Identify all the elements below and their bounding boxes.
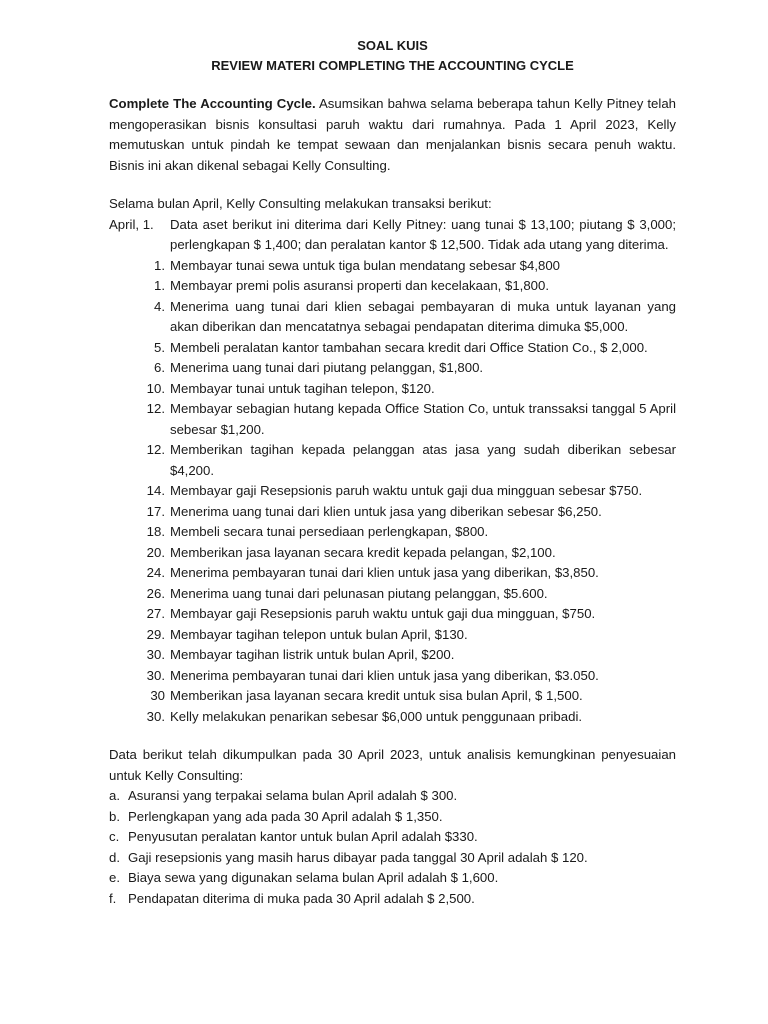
transaction-item — [109, 338, 676, 359]
adjustment-letter: a. — [109, 788, 120, 803]
transaction-date: 12. — [146, 401, 165, 416]
transaction-date: 27. — [146, 606, 165, 621]
transaction-date: 4. — [154, 298, 165, 314]
transaction-date: 20. — [146, 544, 165, 560]
transaction-text: Memberikan jasa layanan secara kredit kepada pelangan, $2,100. — [170, 544, 556, 560]
adjustment-item — [109, 889, 676, 910]
transaction-item — [109, 399, 676, 440]
transaction-item — [109, 645, 676, 666]
transaction-item — [109, 215, 676, 256]
transaction-date: 30. — [146, 667, 165, 683]
adjustment-letter: d. — [109, 849, 120, 865]
transaction-date: 30 — [150, 688, 165, 703]
adjustment-letter: c. — [109, 829, 120, 844]
transaction-date: 29. — [146, 626, 165, 642]
transaction-text: Membayar premi polis asuransi properti dan kecelakaan, $1,800. — [170, 278, 549, 293]
transaction-text: Membayar tunai untuk tagihan telepon, $120. — [170, 380, 435, 396]
transaction-text: Membayar tunai sewa untuk tiga bulan mendatang sebesar $4,800 — [170, 257, 561, 273]
transaction-list — [109, 215, 676, 728]
transaction-text: Membeli secara tunai persediaan perlengkapan, $800. — [170, 524, 489, 539]
transaction-item — [109, 502, 676, 523]
transaction-text: Kelly melakukan penarikan sebesar $6,000 untuk penggunaan pribadi. — [170, 708, 583, 724]
transaction-item — [109, 256, 676, 277]
transaction-date: 10. — [146, 380, 165, 396]
adjustment-text: Gaji resepsionis yang masih harus dibayar pada tanggal 30 April adalah $ 120. — [128, 849, 588, 865]
adjustment-letter: e. — [109, 870, 120, 885]
document-title: SOAL KUIS — [357, 38, 428, 53]
adjustment-letter: f. — [109, 890, 117, 906]
adjustment-letter: b. — [109, 808, 120, 824]
adjustment-text: Asuransi yang terpakai selama bulan April adalah $ 300. — [128, 788, 458, 803]
transaction-item — [109, 379, 676, 400]
transaction-date: 12. — [146, 442, 165, 457]
transaction-date: 14. — [146, 483, 165, 498]
transaction-text: Menerima uang tunai dari klien untuk jasa yang diberikan sebesar $6,250. — [170, 503, 602, 519]
transaction-text: Membayar gaji Resepsionis paruh waktu untuk gaji dua mingguan sebesar $750. — [170, 483, 643, 498]
transaction-item — [109, 358, 676, 379]
adjustment-item — [109, 868, 676, 889]
transaction-text: Membayar tagihan telepon untuk bulan April, $130. — [170, 626, 468, 642]
intro-paragraph — [109, 94, 676, 176]
transaction-item — [109, 440, 676, 481]
adjustment-item — [109, 827, 676, 848]
transaction-date: 26. — [146, 585, 165, 601]
transaction-date: 17. — [146, 503, 165, 519]
transaction-text: Membayar sebagian hutang kepada Office Station Co, untuk transsaksi tanggal 5 April sebesar $1,200. — [170, 401, 676, 437]
transaction-text: Membayar tagihan listrik untuk bulan April, $200. — [170, 647, 455, 662]
transaction-item — [109, 522, 676, 543]
transaction-date: 6. — [154, 360, 165, 375]
transaction-date: 30. — [146, 647, 165, 662]
transaction-text: Menerima uang tunai dari pelunasan piutang pelanggan, $5.600. — [170, 585, 548, 601]
adjustment-text: Perlengkapan yang ada pada 30 April adalah $ 1,350. — [128, 808, 443, 824]
intro-text: Asumsikan bahwa selama beberapa tahun Kelly Pitney telah mengoperasikan bisnis konsultasi paruh waktu dari rumahnya. Pada 1 April 2023, Kelly memutuskan untuk pindah ke tempat sewaan dan menjalankan bisnis secara penuh waktu. Bisnis ini akan dikenal sebagai Kelly Consulting. — [109, 96, 676, 173]
transaction-text: Data aset berikut ini diterima dari Kelly Pitney: uang tunai $ 13,100; piutang $ 3,000; perlengkapan $ 1,400; dan peralatan kantor $ 12,500. Tidak ada utang yang diterima. — [170, 216, 676, 252]
adjustment-item — [109, 807, 676, 828]
transaction-item — [109, 481, 676, 502]
adjustment-list — [109, 786, 676, 909]
transaction-item — [109, 276, 676, 297]
transaction-date: April, 1. — [109, 216, 154, 232]
transaction-text: Menerima uang tunai dari piutang pelanggan, $1,800. — [170, 360, 484, 375]
transaction-date: 24. — [146, 565, 165, 580]
transaction-text: Memberikan jasa layanan secara kredit untuk sisa bulan April, $ 1,500. — [170, 688, 583, 703]
transaction-item — [109, 625, 676, 646]
transaction-text: Menerima pembayaran tunai dari klien untuk jasa yang diberikan, $3.050. — [170, 667, 599, 683]
transaction-date: 5. — [154, 339, 165, 355]
adjustment-item — [109, 786, 676, 807]
transaction-item — [109, 584, 676, 605]
intro-lead: Complete The Accounting Cycle. — [109, 96, 316, 111]
transactions-heading: Selama bulan April, Kelly Consulting melakukan transaksi berikut: — [109, 196, 492, 211]
document-page — [109, 36, 676, 909]
transaction-text: Menerima uang tunai dari klien sebagai pembayaran di muka untuk layanan yang akan diberikan dan mencatatnya sebagai pendapatan diterima dimuka $5,000. — [170, 298, 676, 334]
adjustment-text: Penyusutan peralatan kantor untuk bulan April adalah $330. — [128, 829, 478, 844]
adjustment-text: Pendapatan diterima di muka pada 30 April adalah $ 2,500. — [128, 890, 475, 906]
transaction-text: Membayar gaji Resepsionis paruh waktu untuk gaji dua mingguan, $750. — [170, 606, 596, 621]
transaction-item — [109, 707, 676, 728]
transaction-item — [109, 686, 676, 707]
transaction-date: 1. — [154, 278, 165, 293]
transaction-item — [109, 563, 676, 584]
transaction-item — [109, 666, 676, 687]
transaction-item — [109, 604, 676, 625]
transaction-date: 1. — [154, 257, 165, 273]
document-subtitle: REVIEW MATERI COMPLETING THE ACCOUNTING CYCLE — [211, 58, 574, 73]
adjustment-item — [109, 848, 676, 869]
transaction-text: Menerima pembayaran tunai dari klien untuk jasa yang diberikan, $3,850. — [170, 565, 599, 580]
adjustments-heading: Data berikut telah dikumpulkan pada 30 April 2023, untuk analisis kemungkinan penyesuaian untuk Kelly Consulting: — [109, 747, 676, 783]
transaction-text: Memberikan tagihan kepada pelanggan atas jasa yang sudah diberikan sebesar $4,200. — [170, 442, 676, 478]
adjustment-text: Biaya sewa yang digunakan selama bulan April adalah $ 1,600. — [128, 870, 499, 885]
transaction-item — [109, 297, 676, 338]
transaction-date: 18. — [146, 524, 165, 539]
transaction-date: 30. — [146, 708, 165, 724]
transaction-text: Membeli peralatan kantor tambahan secara kredit dari Office Station Co., $ 2,000. — [170, 339, 648, 355]
transaction-item — [109, 543, 676, 564]
